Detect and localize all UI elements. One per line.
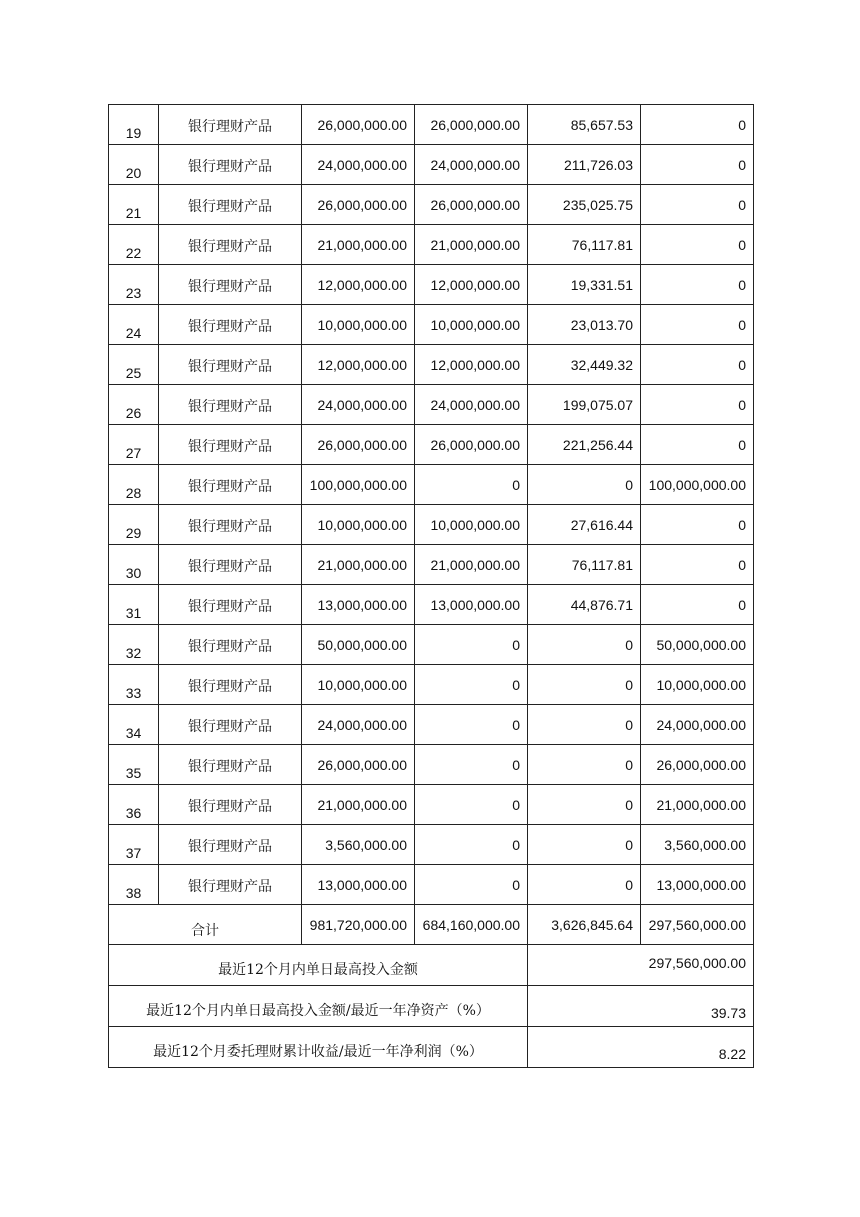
actual-income: 0 bbox=[528, 825, 641, 865]
actual-income: 221,256.44 bbox=[528, 425, 641, 465]
actual-income: 0 bbox=[528, 785, 641, 825]
product-name: 银行理财产品 bbox=[159, 745, 302, 785]
summary-label: 最近12个月委托理财累计收益/最近一年净利润（%） bbox=[109, 1027, 528, 1068]
outstanding-principal: 13,000,000.00 bbox=[641, 865, 754, 905]
outstanding-principal: 26,000,000.00 bbox=[641, 745, 754, 785]
summary-label: 最近12个月内单日最高投入金额/最近一年净资产（%） bbox=[109, 986, 528, 1027]
invested-amount: 10,000,000.00 bbox=[302, 665, 415, 705]
table-row bbox=[109, 105, 754, 145]
recovered-amount: 0 bbox=[415, 745, 528, 785]
invested-amount: 12,000,000.00 bbox=[302, 345, 415, 385]
actual-income: 0 bbox=[528, 865, 641, 905]
actual-income: 0 bbox=[528, 625, 641, 665]
actual-income: 32,449.32 bbox=[528, 345, 641, 385]
product-name: 银行理财产品 bbox=[159, 505, 302, 545]
product-name: 银行理财产品 bbox=[159, 465, 302, 505]
recovered-amount: 0 bbox=[415, 825, 528, 865]
recovered-amount: 21,000,000.00 bbox=[415, 225, 528, 265]
product-name: 银行理财产品 bbox=[159, 665, 302, 705]
summary-row-max-single-day bbox=[109, 945, 754, 986]
total-income: 3,626,845.64 bbox=[528, 905, 641, 945]
summary-row-ratio-net-profit bbox=[109, 1027, 754, 1068]
row-number: 29 bbox=[109, 505, 159, 545]
table-row bbox=[109, 745, 754, 785]
invested-amount: 13,000,000.00 bbox=[302, 585, 415, 625]
total-recovered: 684,160,000.00 bbox=[415, 905, 528, 945]
outstanding-principal: 0 bbox=[641, 305, 754, 345]
row-number: 32 bbox=[109, 625, 159, 665]
row-number: 35 bbox=[109, 745, 159, 785]
table-row bbox=[109, 625, 754, 665]
summary-value: 297,560,000.00 bbox=[528, 945, 754, 986]
recovered-amount: 0 bbox=[415, 865, 528, 905]
outstanding-principal: 0 bbox=[641, 425, 754, 465]
recovered-amount: 12,000,000.00 bbox=[415, 345, 528, 385]
actual-income: 85,657.53 bbox=[528, 105, 641, 145]
product-name: 银行理财产品 bbox=[159, 545, 302, 585]
table-row bbox=[109, 225, 754, 265]
recovered-amount: 26,000,000.00 bbox=[415, 425, 528, 465]
actual-income: 27,616.44 bbox=[528, 505, 641, 545]
recovered-amount: 0 bbox=[415, 625, 528, 665]
recovered-amount: 0 bbox=[415, 465, 528, 505]
product-name: 银行理财产品 bbox=[159, 105, 302, 145]
actual-income: 19,331.51 bbox=[528, 265, 641, 305]
invested-amount: 26,000,000.00 bbox=[302, 185, 415, 225]
total-invested: 981,720,000.00 bbox=[302, 905, 415, 945]
outstanding-principal: 24,000,000.00 bbox=[641, 705, 754, 745]
table-row bbox=[109, 665, 754, 705]
product-name: 银行理财产品 bbox=[159, 785, 302, 825]
row-number: 22 bbox=[109, 225, 159, 265]
table-row bbox=[109, 345, 754, 385]
product-name: 银行理财产品 bbox=[159, 625, 302, 665]
table-row bbox=[109, 825, 754, 865]
invested-amount: 12,000,000.00 bbox=[302, 265, 415, 305]
outstanding-principal: 21,000,000.00 bbox=[641, 785, 754, 825]
outstanding-principal: 100,000,000.00 bbox=[641, 465, 754, 505]
total-outstanding: 297,560,000.00 bbox=[641, 905, 754, 945]
product-name: 银行理财产品 bbox=[159, 145, 302, 185]
row-number: 20 bbox=[109, 145, 159, 185]
product-name: 银行理财产品 bbox=[159, 185, 302, 225]
outstanding-principal: 50,000,000.00 bbox=[641, 625, 754, 665]
row-number: 26 bbox=[109, 385, 159, 425]
recovered-amount: 10,000,000.00 bbox=[415, 505, 528, 545]
invested-amount: 21,000,000.00 bbox=[302, 225, 415, 265]
actual-income: 76,117.81 bbox=[528, 545, 641, 585]
total-label: 合计 bbox=[109, 905, 302, 945]
row-number: 37 bbox=[109, 825, 159, 865]
summary-label: 最近12个月内单日最高投入金额 bbox=[109, 945, 528, 986]
row-number: 28 bbox=[109, 465, 159, 505]
invested-amount: 24,000,000.00 bbox=[302, 705, 415, 745]
invested-amount: 21,000,000.00 bbox=[302, 545, 415, 585]
row-number: 23 bbox=[109, 265, 159, 305]
table-row bbox=[109, 145, 754, 185]
product-name: 银行理财产品 bbox=[159, 825, 302, 865]
recovered-amount: 24,000,000.00 bbox=[415, 385, 528, 425]
actual-income: 0 bbox=[528, 665, 641, 705]
table-body bbox=[109, 105, 754, 905]
row-number: 34 bbox=[109, 705, 159, 745]
row-number: 30 bbox=[109, 545, 159, 585]
recovered-amount: 24,000,000.00 bbox=[415, 145, 528, 185]
product-name: 银行理财产品 bbox=[159, 265, 302, 305]
table-row bbox=[109, 505, 754, 545]
outstanding-principal: 0 bbox=[641, 185, 754, 225]
outstanding-principal: 0 bbox=[641, 225, 754, 265]
invested-amount: 3,560,000.00 bbox=[302, 825, 415, 865]
invested-amount: 10,000,000.00 bbox=[302, 505, 415, 545]
product-name: 银行理财产品 bbox=[159, 305, 302, 345]
row-number: 21 bbox=[109, 185, 159, 225]
outstanding-principal: 0 bbox=[641, 345, 754, 385]
outstanding-principal: 10,000,000.00 bbox=[641, 665, 754, 705]
outstanding-principal: 0 bbox=[641, 545, 754, 585]
table-row bbox=[109, 785, 754, 825]
actual-income: 0 bbox=[528, 465, 641, 505]
invested-amount: 100,000,000.00 bbox=[302, 465, 415, 505]
product-name: 银行理财产品 bbox=[159, 425, 302, 465]
invested-amount: 26,000,000.00 bbox=[302, 745, 415, 785]
table-row bbox=[109, 705, 754, 745]
outstanding-principal: 0 bbox=[641, 585, 754, 625]
invested-amount: 50,000,000.00 bbox=[302, 625, 415, 665]
row-number: 27 bbox=[109, 425, 159, 465]
product-name: 银行理财产品 bbox=[159, 585, 302, 625]
invested-amount: 24,000,000.00 bbox=[302, 385, 415, 425]
table-row bbox=[109, 385, 754, 425]
outstanding-principal: 0 bbox=[641, 265, 754, 305]
table-row bbox=[109, 185, 754, 225]
recovered-amount: 26,000,000.00 bbox=[415, 105, 528, 145]
row-number: 25 bbox=[109, 345, 159, 385]
summary-value: 39.73 bbox=[528, 986, 754, 1027]
row-number: 38 bbox=[109, 865, 159, 905]
invested-amount: 21,000,000.00 bbox=[302, 785, 415, 825]
row-number: 31 bbox=[109, 585, 159, 625]
actual-income: 199,075.07 bbox=[528, 385, 641, 425]
product-name: 银行理财产品 bbox=[159, 705, 302, 745]
recovered-amount: 0 bbox=[415, 785, 528, 825]
table-row bbox=[109, 265, 754, 305]
row-number: 24 bbox=[109, 305, 159, 345]
recovered-amount: 21,000,000.00 bbox=[415, 545, 528, 585]
actual-income: 211,726.03 bbox=[528, 145, 641, 185]
row-number: 33 bbox=[109, 665, 159, 705]
product-name: 银行理财产品 bbox=[159, 865, 302, 905]
actual-income: 76,117.81 bbox=[528, 225, 641, 265]
recovered-amount: 0 bbox=[415, 705, 528, 745]
recovered-amount: 10,000,000.00 bbox=[415, 305, 528, 345]
outstanding-principal: 3,560,000.00 bbox=[641, 825, 754, 865]
actual-income: 23,013.70 bbox=[528, 305, 641, 345]
outstanding-principal: 0 bbox=[641, 505, 754, 545]
table-row bbox=[109, 425, 754, 465]
financial-products-table bbox=[108, 104, 754, 1068]
table-row bbox=[109, 545, 754, 585]
invested-amount: 24,000,000.00 bbox=[302, 145, 415, 185]
outstanding-principal: 0 bbox=[641, 105, 754, 145]
product-name: 银行理财产品 bbox=[159, 225, 302, 265]
recovered-amount: 13,000,000.00 bbox=[415, 585, 528, 625]
actual-income: 235,025.75 bbox=[528, 185, 641, 225]
outstanding-principal: 0 bbox=[641, 145, 754, 185]
invested-amount: 13,000,000.00 bbox=[302, 865, 415, 905]
recovered-amount: 26,000,000.00 bbox=[415, 185, 528, 225]
actual-income: 0 bbox=[528, 745, 641, 785]
total-row bbox=[109, 905, 754, 945]
outstanding-principal: 0 bbox=[641, 385, 754, 425]
product-name: 银行理财产品 bbox=[159, 385, 302, 425]
invested-amount: 10,000,000.00 bbox=[302, 305, 415, 345]
row-number: 36 bbox=[109, 785, 159, 825]
actual-income: 0 bbox=[528, 705, 641, 745]
recovered-amount: 0 bbox=[415, 665, 528, 705]
summary-value: 8.22 bbox=[528, 1027, 754, 1068]
actual-income: 44,876.71 bbox=[528, 585, 641, 625]
row-number: 19 bbox=[109, 105, 159, 145]
table-row bbox=[109, 465, 754, 505]
summary-row-ratio-net-assets bbox=[109, 986, 754, 1027]
invested-amount: 26,000,000.00 bbox=[302, 425, 415, 465]
table-row bbox=[109, 585, 754, 625]
table-row bbox=[109, 305, 754, 345]
recovered-amount: 12,000,000.00 bbox=[415, 265, 528, 305]
invested-amount: 26,000,000.00 bbox=[302, 105, 415, 145]
product-name: 银行理财产品 bbox=[159, 345, 302, 385]
table-row bbox=[109, 865, 754, 905]
table-footer bbox=[109, 905, 754, 1068]
